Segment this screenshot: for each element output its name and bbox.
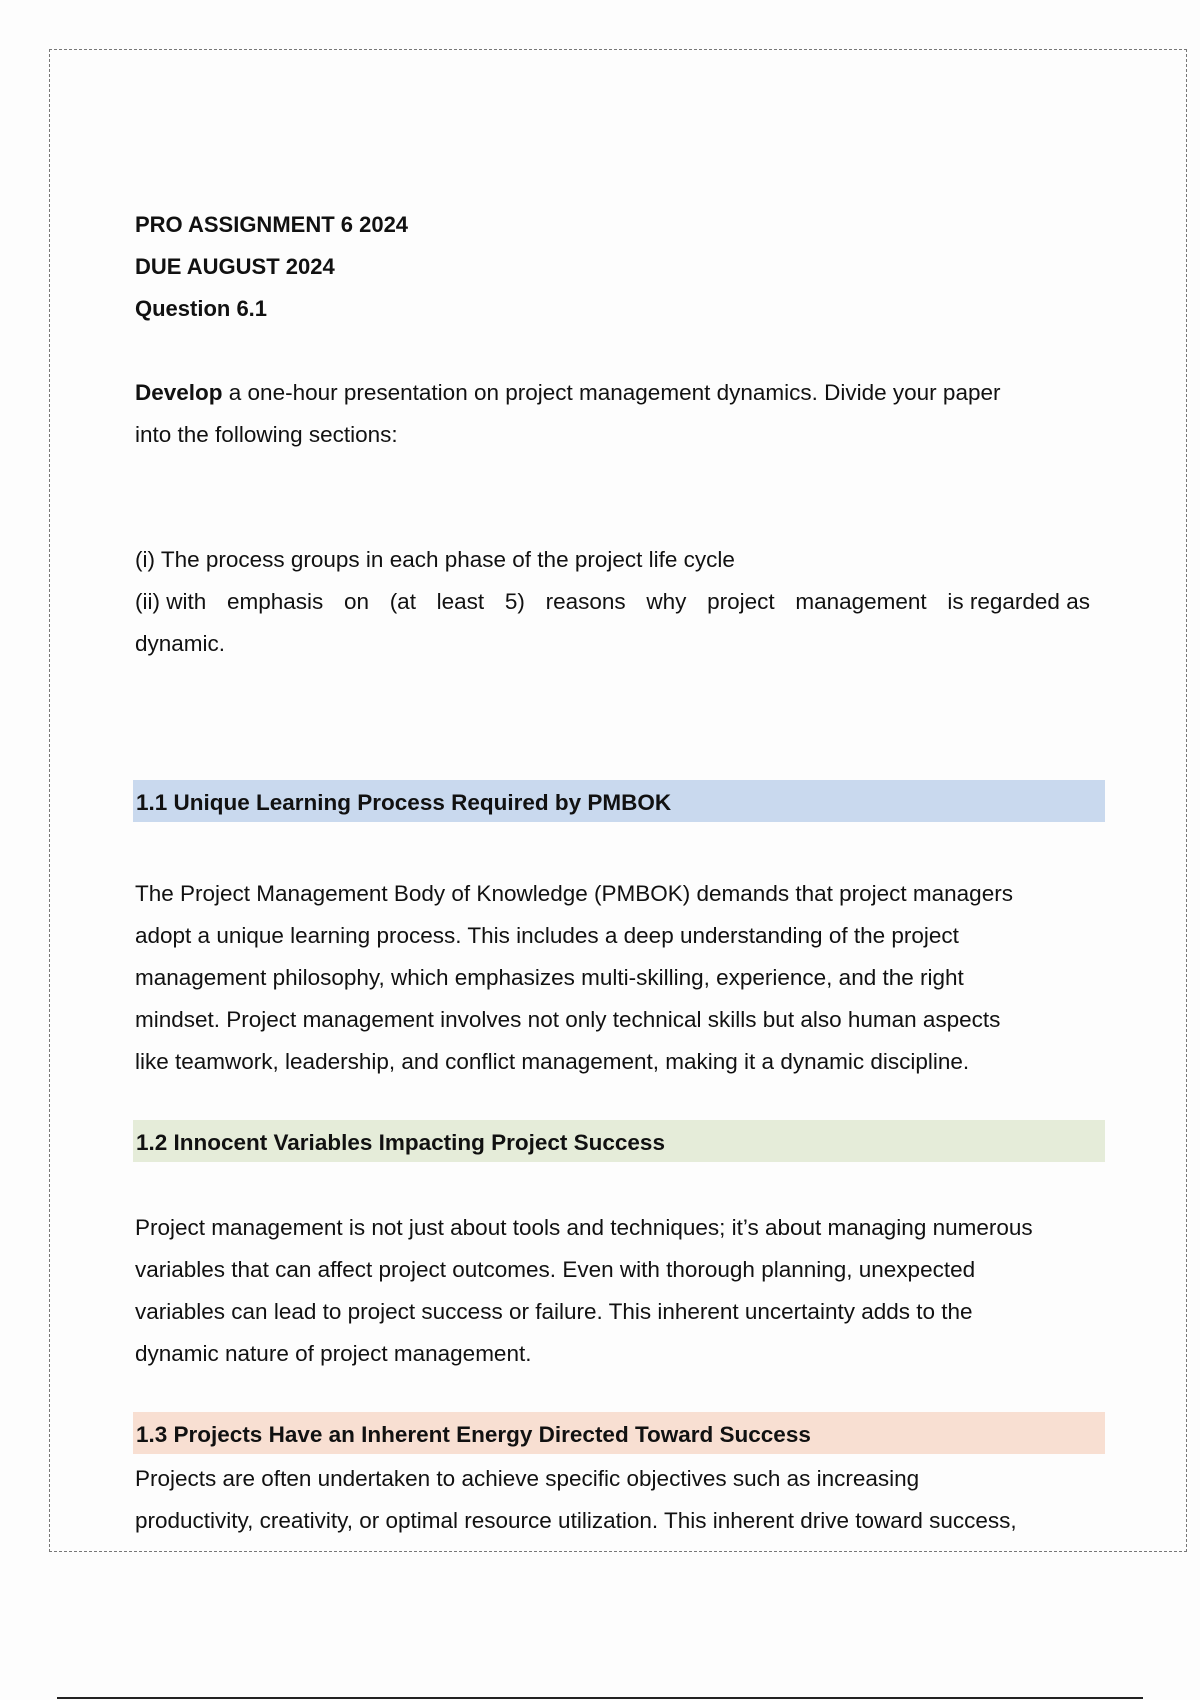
requirement-item-2-word: why [646, 589, 687, 614]
intro-line-1-rest: a one-hour presentation on project management dynamics. Divide your paper [222, 380, 1001, 405]
requirement-item-2-word: management [795, 589, 927, 614]
section-1-3-line: productivity, creativity, or optimal resource utilization. This inherent drive toward success, [135, 1508, 1017, 1533]
section-1-2-line: variables can lead to project success or failure. This inherent uncertainty adds to the [135, 1299, 973, 1324]
section-1-2-line: dynamic nature of project management. [135, 1341, 532, 1366]
requirement-item-2-word: (ii) with [135, 589, 207, 614]
section-1-1-line: like teamwork, leadership, and conflict management, making it a dynamic discipline. [135, 1049, 970, 1074]
assignment-title: PRO ASSIGNMENT 6 2024 [135, 212, 409, 237]
section-heading-1-1: 1.1 Unique Learning Process Required by PMBOK [133, 780, 1105, 822]
requirement-item-2-word: (at [389, 589, 416, 614]
question-number: Question 6.1 [135, 296, 268, 321]
requirement-item-2-word: reasons [545, 589, 626, 614]
requirement-item-2 [135, 581, 1090, 623]
requirement-item-2-word: project [707, 589, 775, 614]
intro-line-2: into the following sections: [135, 422, 398, 447]
section-1-1-line: adopt a unique learning process. This includes a deep understanding of the project [135, 923, 959, 948]
section-1-2-line: Project management is not just about tools and techniques; it’s about managing numerous [135, 1215, 1033, 1240]
section-heading-1-2: 1.2 Innocent Variables Impacting Project Success [133, 1120, 1105, 1162]
requirement-item-2-continued: dynamic. [135, 631, 226, 656]
section-1-1-line: mindset. Project management involves not only technical skills but also human aspects [135, 1007, 1001, 1032]
section-1-3-line: Projects are often undertaken to achieve specific objectives such as increasing [135, 1466, 920, 1491]
requirement-item-2-word: emphasis [226, 589, 324, 614]
intro-lead-word: Develop [135, 380, 223, 405]
section-1-2-line: variables that can affect project outcomes. Even with thorough planning, unexpected [135, 1257, 976, 1282]
section-heading-1-3: 1.3 Projects Have an Inherent Energy Directed Toward Success [133, 1412, 1105, 1454]
intro-line-1 [135, 372, 1103, 414]
requirement-item-2-word: on [343, 589, 369, 614]
requirement-item-2-word: least [436, 589, 485, 614]
page-bottom-rule [57, 1697, 1143, 1699]
section-1-1-line: The Project Management Body of Knowledge (PMBOK) demands that project managers [135, 881, 1013, 906]
requirement-item-2-word: 5) [504, 589, 525, 614]
due-date: DUE AUGUST 2024 [135, 254, 335, 279]
section-1-1-line: management philosophy, which emphasizes multi-skilling, experience, and the right [135, 965, 964, 990]
requirement-item-2-word: is regarded as [947, 589, 1090, 614]
requirement-item-1: (i) The process groups in each phase of the project life cycle [135, 547, 735, 572]
